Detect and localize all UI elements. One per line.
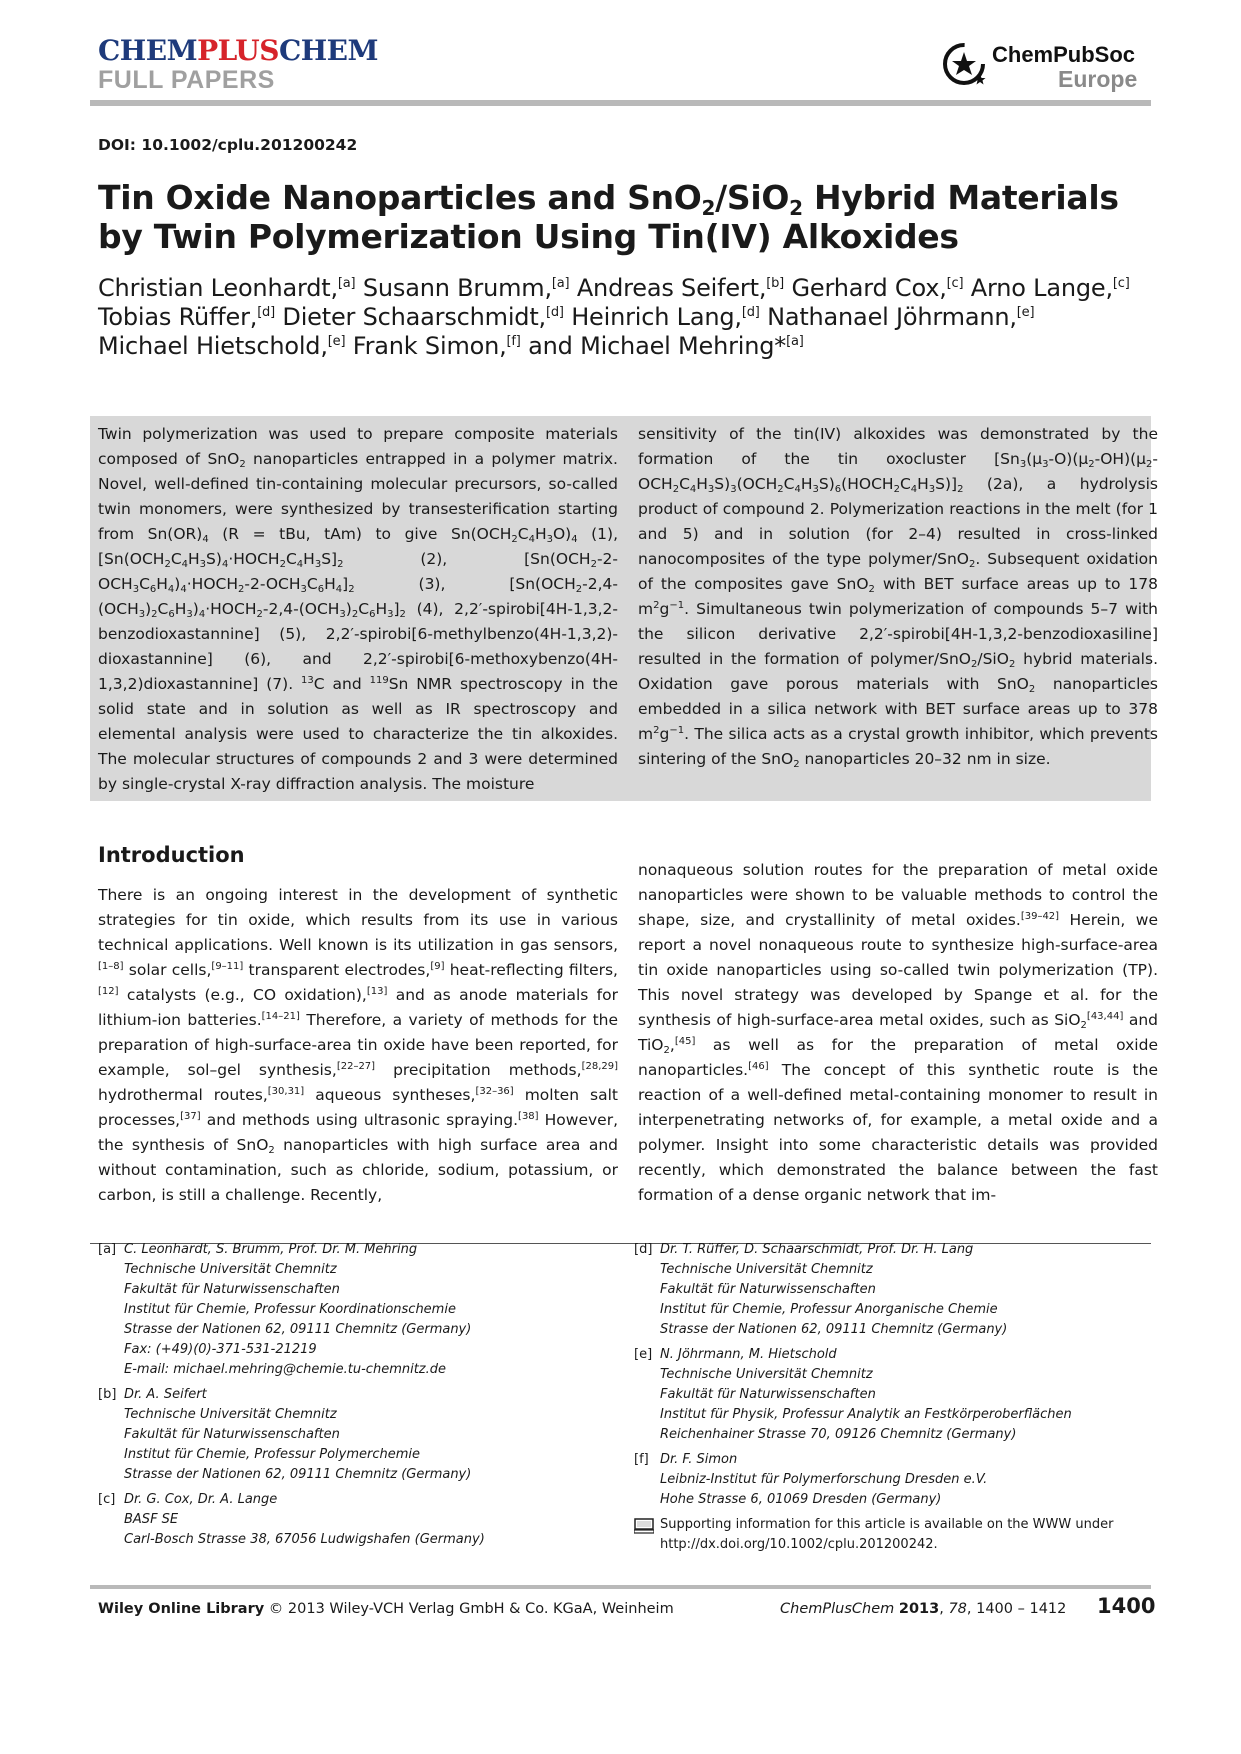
section-heading: Introduction xyxy=(98,843,245,867)
author: Christian Leonhardt, xyxy=(98,274,338,302)
affiliations-left xyxy=(98,1240,618,1555)
author: Heinrich Lang, xyxy=(571,303,742,331)
author-list: Christian Leonhardt,[a] Susann Brumm,[a] Andreas Seifert,[b] Gerhard Cox,[c] Arno Lange,[c] Tobias Rüffer,[d] Dieter Schaarschmidt,[d] Heinrich Lang,[d] Nathanael Jöhrmann,[e] Michael Hietschold,[e] Frank Simon,[f] and Michael Mehring*[a] xyxy=(98,274,1130,360)
affiliation-e: [e] N. Jöhrmann, M. Hietschold Technische Universität Chemnitz Fakultät für Naturwissenschaften Institut für Physik, Professur Analytik an Festkörperoberflächen Reichenhainer Strasse 70, 09126 Chemnitz (Germany) xyxy=(634,1347,1072,1442)
author: Michael Hietschold, xyxy=(98,332,328,360)
citation: [9–11] xyxy=(211,961,244,972)
author: Andreas Seifert, xyxy=(576,274,767,302)
citation: [12] xyxy=(98,986,119,997)
citation: [38] xyxy=(518,1111,539,1122)
intro-right-column: nonaqueous solution routes for the preparation of metal oxide nanoparticles were shown to be valuable methods to control the shape, size, and crystallinity of metal oxides.[39–42] Herein, we report a novel nonaqueous route to synthesize high-surface-area tin oxide nanoparticles using so-called twin polymerization (TP). This novel strategy was developed by Spange et al. for the synthesis of high-surface-area metal oxides, such as SiO$_2$[43,44] and TiO$_2$,[45] as well as for the preparation of metal oxide nanoparticles.[46] The concept of this synthetic route is the reaction of a well-defined metal-containing monomer to result in interpenetrating networks of, for example, a metal oxide and a polymer. Insight into some characteristic details was provided recently, which demonstrated the balance between the fast formation of a dense organic network that im- xyxy=(638,861,1158,1204)
citation: [46] xyxy=(748,1061,769,1072)
section-label: FULL PAPERS xyxy=(98,66,275,94)
citation: [13] xyxy=(366,986,388,997)
contact-email: E-mail: michael.mehring@chemie.tu-chemnitz.de xyxy=(124,1362,447,1377)
doi: DOI: 10.1002/cplu.201200242 xyxy=(98,136,358,154)
footer-divider xyxy=(90,1585,1151,1589)
citation: [37] xyxy=(180,1111,201,1122)
wiley-online-library-link[interactable]: Wiley Online Library xyxy=(98,1601,265,1617)
computer-icon xyxy=(634,1518,654,1534)
affiliation-f: [f] Dr. F. Simon Leibniz-Institut für Polymerforschung Dresden e.V. Hohe Strasse 6, 01069 Dresden (Germany) xyxy=(634,1452,988,1507)
author: Arno Lange, xyxy=(970,274,1113,302)
citation: [28,29] xyxy=(581,1061,618,1072)
abstract-left-column: Twin polymerization was used to prepare composite materials composed of SnO$_2$ nanoparticles entrapped in a polymer matrix. Novel, well-defined tin-containing molecular precursors, so-called twin monomers, were synthesized by transesterification starting from $Sn(OR)_4$ (R = tBu, tAm) to give $Sn(OCH_2C_4H_3O)_4$ (1), $[Sn(OCH_2C_4H_3S)_4\cdot HOCH_2C_4H_3S]_2$ (2), $[Sn(OCH_2-2-OCH_3C_6H_4)_4\cdot HOCH_2-2-OCH_3C_6H_4]_2$ (3), $[Sn(OCH_2-2,4-(OCH_3)_2C_6H_3)_4\cdot HOCH_2-2,4-(OCH_3)_2C_6H_3]_2$ (4), 2,2′-spirobi[4H-1,3,2-benzodioxastannine] (5), 2,2′-spirobi[6-methylbenzo(4H-1,3,2)-dioxastannine] (6), and 2,2′-spirobi[6-methoxybenzo(4H-1,3,2)dioxastannine] (7). $^{13}$C and $^{119}$Sn NMR spectroscopy in the solid state and in solution as well as IR spectroscopy and elemental analysis were used to characterize the tin alkoxides. The molecular structures of compounds 2 and 3 were determined by single-crystal X-ray diffraction analysis. The moisture xyxy=(98,425,619,793)
affiliations-right xyxy=(634,1240,1154,1555)
journal-logo: CHEMPLUSCHEM xyxy=(98,34,379,67)
affiliation-d: [d] Dr. T. Rüffer, D. Schaarschmidt, Prof. Dr. H. Lang Technische Universität Chemnitz Fakultät für Naturwissenschaften Institut für Chemie, Professur Anorganische Chemie Strasse der Nationen 62, 09111 Chemnitz (Germany) xyxy=(634,1242,1008,1337)
citation: [14–21] xyxy=(261,1011,300,1022)
chempubsoc-star-icon xyxy=(940,40,988,88)
author: Susann Brumm, xyxy=(362,274,552,302)
citation: [1–8] xyxy=(98,961,124,972)
citation: [45] xyxy=(674,1036,696,1047)
publisher-logo: ChemPubSoc Europe xyxy=(940,38,1160,96)
intro-left-column: There is an ongoing interest in the development of synthetic strategies for tin oxide, which results from its use in various technical applications. Well known is its utilization in gas sensors,[1–8] solar cells,[9–11] transparent electrodes,[9] heat-reflecting filters,[12] catalysts (e.g., CO oxidation),[13] and as anode materials for lithium-ion batteries.[14–21] Therefore, a variety of methods for the preparation of high-surface-area tin oxide have been reported, for example, sol–gel synthesis,[22–27] precipitation methods,[28,29] hydrothermal routes,[30,31] aqueous syntheses,[32–36] molten salt processes,[37] and methods using ultrasonic spraying.[38] However, the synthesis of SnO$_2$ nanoparticles with high surface area and without contamination, such as chloride, sodium, potassium, or carbon, is still a challenge. Recently, xyxy=(98,886,619,1204)
affiliation-c: [c] Dr. G. Cox, Dr. A. Lange BASF SE Carl-Bosch Strasse 38, 67056 Ludwigshafen (Germany) xyxy=(98,1492,485,1547)
article-title: Tin Oxide Nanoparticles and SnO$_2$/SiO$_2$ Hybrid Materials by Twin Polymerization Using Tin(IV) Alkoxides xyxy=(98,178,1119,256)
abstract-right-column: sensitivity of the tin(IV) alkoxides was demonstrated by the formation of the tin oxocluster $[Sn_3(\mu_3-O)(\mu_2-OH)(\mu_2-OCH_2C_4H_3S)_3(OCH_2C_4H_3S)_6(HOCH_2C_4H_3S)]_2$ (2a), a hydrolysis product of compound 2. Polymerization reactions in the melt (for 1 and 5) and in solution (for 2–4) resulted in cross-linked nanocomposites of the type polymer/SnO$_2$. Subsequent oxidation of the composites gave SnO$_2$ with BET surface areas up to 178 $m^2g^{-1}$. Simultaneous twin polymerization of compounds 5–7 with the silicon derivative 2,2′-spirobi[4H-1,3,2-benzodioxasiline] resulted in the formation of polymer/SnO$_2$/SiO$_2$ hybrid materials. Oxidation gave porous materials with SnO$_2$ nanoparticles embedded in a silica network with BET surface areas up to 378 $m^2g^{-1}$. The silica acts as a crystal growth inhibitor, which prevents sintering of the SnO$_2$ nanoparticles 20–32 nm in size. xyxy=(638,425,1158,770)
author: Nathanael Jöhrmann, xyxy=(767,303,1017,331)
citation: [39–42] xyxy=(1020,911,1060,922)
footer-citation: ChemPlusChem 2013, 78, 1400 – 1412 xyxy=(780,1601,1067,1617)
citation: [9] xyxy=(430,961,445,972)
supporting-info-note: Supporting information for this article is available on the WWW under http://dx.doi.org/10.1002/cplu.201200242. xyxy=(634,1515,1154,1555)
author: and Michael Mehring* xyxy=(528,332,787,360)
citation: [30,31] xyxy=(267,1086,305,1097)
affiliation-b: [b] Dr. A. Seifert Technische Universität Chemnitz Fakultät für Naturwissenschaften Institut für Chemie, Professur Polymerchemie Strasse der Nationen 62, 09111 Chemnitz (Germany) xyxy=(98,1387,472,1482)
supporting-info-link[interactable]: http://dx.doi.org/10.1002/cplu.201200242. xyxy=(660,1537,938,1552)
author: Gerhard Cox, xyxy=(791,274,947,302)
affiliation-a: [a] C. Leonhardt, S. Brumm, Prof. Dr. M. Mehring Technische Universität Chemnitz Fakultät für Naturwissenschaften Institut für Chemie, Professur Koordinationschemie Strasse der Nationen 62, 09111 Chemnitz (Germany) Fax: (+49)(0)-371-531-21219 E-mail: michael.mehring@chemie.tu-chemnitz.de xyxy=(98,1240,618,1380)
citation: [43,44] xyxy=(1086,1011,1124,1022)
page-number: 1400 xyxy=(1097,1594,1156,1618)
citation: [22–27] xyxy=(336,1061,376,1072)
citation: [32–36] xyxy=(475,1086,514,1097)
footer-copyright: Wiley Online Library © 2013 Wiley-VCH Verlag GmbH & Co. KGaA, Weinheim xyxy=(98,1601,674,1617)
header-divider xyxy=(90,100,1151,106)
author: Tobias Rüffer, xyxy=(98,303,258,331)
author: Frank Simon, xyxy=(352,332,507,360)
author: Dieter Schaarschmidt, xyxy=(282,303,546,331)
